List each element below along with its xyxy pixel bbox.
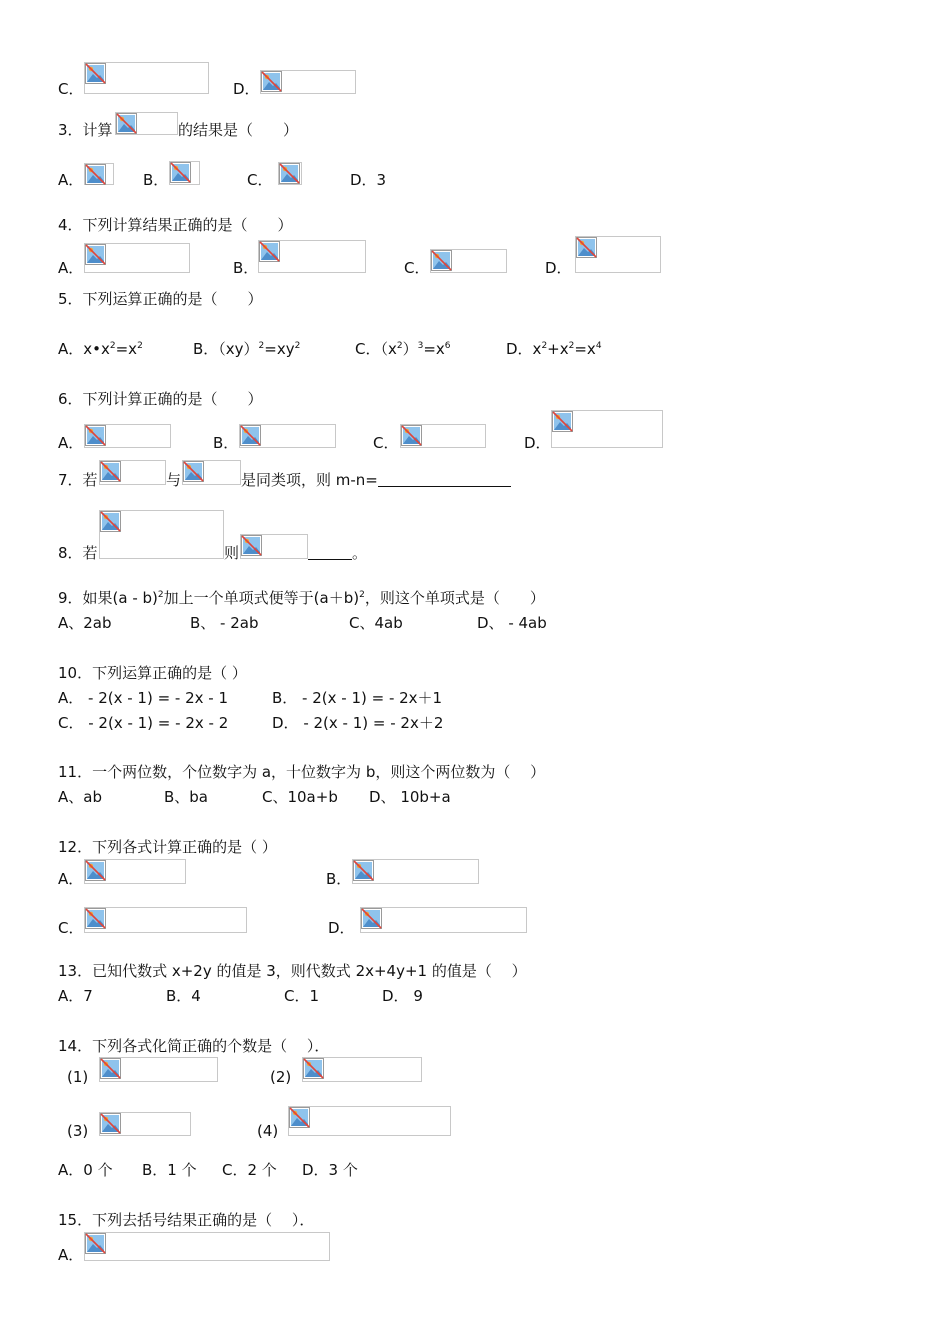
q6-stem: 6．下列计算正确的是（ ） [58, 390, 263, 408]
q14-part-2-image [302, 1057, 422, 1082]
q3-option-a: A． [58, 171, 84, 189]
q14-option-d: D．3 个 [302, 1161, 358, 1179]
q14-part-4-image [288, 1106, 451, 1136]
q8-mid: 则 [224, 544, 240, 562]
q14-part-3: (3) [67, 1122, 89, 1140]
q2-option-c-image [84, 62, 209, 94]
q4-option-d-image [575, 236, 661, 273]
q14-part-1-image [99, 1057, 218, 1082]
q3-option-d: D．3 [350, 171, 387, 189]
q6-option-c: C． [373, 434, 399, 452]
q2-option-d-image [260, 70, 356, 94]
q5-stem: 5．下列运算正确的是（ ） [58, 290, 263, 308]
q9-option-c: C、4ab [349, 614, 403, 632]
q5-option-d: D．$x^2+x^2=x^4$ [506, 340, 602, 358]
q15-stem: 15．下列去括号结果正确的是（ ）． [58, 1211, 315, 1229]
q12-option-c: C． [58, 919, 84, 937]
q13-stem: 13．已知代数式 x+2y 的值是 3，则代数式 2x+4y+1 的值是（ ） [58, 962, 527, 980]
q9-stem: 9．如果(a - b)$^2$加上一个单项式便等于$(a+b)^2$，则这个单项式是（ ） [58, 589, 545, 607]
q14-part-4: (4) [257, 1122, 279, 1140]
q6-option-d-image [551, 410, 663, 448]
q15-option-a: A． [58, 1246, 84, 1264]
q11-option-c: C、10a+b [262, 788, 338, 806]
q10-option-d: D． - 2(x - 1) = - 2x＋2 [272, 714, 444, 732]
q7-post: 是同类项，则 m-n= [241, 471, 511, 489]
q14-part-3-image [99, 1112, 191, 1136]
q14-part-2: (2) [270, 1068, 292, 1086]
q9-option-b: B、 - 2ab [190, 614, 259, 632]
q7-pre: 7．若 [58, 471, 98, 489]
q4-option-a-image [84, 243, 190, 273]
q4-option-b-image [258, 240, 366, 273]
q14-part-1: (1) [67, 1068, 89, 1086]
q14-option-b: B．1 个 [142, 1161, 197, 1179]
q4-option-c: C． [404, 259, 430, 277]
q13-option-d: D． 9 [382, 987, 423, 1005]
q14-stem: 14．下列各式化简正确的个数是（ ）． [58, 1037, 330, 1055]
q4-option-b: B． [233, 259, 259, 277]
q12-option-b: B． [326, 870, 352, 888]
q11-option-d: D、 10b+a [369, 788, 451, 806]
q3-option-c-image [278, 162, 302, 185]
q5-option-c: C．$(x^2)^3=x^6$ [355, 340, 451, 358]
q14-option-a: A．0 个 [58, 1161, 113, 1179]
q3-option-c: C． [247, 171, 273, 189]
q6-option-b-image [239, 424, 336, 448]
q6-option-c-image [400, 424, 486, 448]
q12-option-c-image [84, 907, 247, 933]
q5-option-a: A．$x•x^2=x^2$ [58, 340, 143, 358]
q7-image-1 [99, 460, 166, 485]
q12-stem: 12．下列各式计算正确的是（ ） [58, 838, 277, 856]
q3-stem-b: 的结果是（ ） [178, 121, 299, 139]
q5-option-b: B．$(xy)^2=xy^2$ [193, 340, 301, 358]
q13-option-c: C．1 [284, 987, 320, 1005]
q8-image-2 [240, 534, 308, 559]
q15-option-a-image [84, 1232, 330, 1261]
q4-option-a: A． [58, 259, 84, 277]
q2-option-d: D． [233, 80, 260, 98]
q3-stem-image [115, 112, 178, 135]
q10-stem: 10．下列运算正确的是（ ） [58, 664, 247, 682]
q3-option-b: B． [143, 171, 169, 189]
q12-option-d-image [360, 907, 527, 933]
q13-option-a: A．7 [58, 987, 93, 1005]
q12-option-b-image [352, 859, 479, 884]
q11-stem: 11．一个两位数，个位数字为 a，十位数字为 b，则这个两位数为（ ） [58, 763, 546, 781]
q8-image-1 [99, 510, 224, 559]
q8-post: 。 [308, 544, 367, 562]
q8-pre: 8．若 [58, 544, 98, 562]
q12-option-a-image [84, 859, 186, 884]
q3-option-a-image [84, 163, 114, 185]
q4-option-d: D． [545, 259, 572, 277]
q3-option-b-image [169, 161, 200, 185]
q10-option-b: B． - 2(x - 1) = - 2x＋1 [272, 689, 443, 707]
q9-option-a: A、2ab [58, 614, 112, 632]
q6-option-b: B． [213, 434, 239, 452]
q9-option-d: D、 - 4ab [477, 614, 547, 632]
q11-option-b: B、ba [164, 788, 209, 806]
q6-option-a-image [84, 424, 171, 448]
q11-option-a: A、ab [58, 788, 102, 806]
q3-stem-a: 3．计算 [58, 121, 113, 139]
q6-option-d: D． [524, 434, 551, 452]
q6-option-a: A． [58, 434, 84, 452]
q7-mid: 与 [166, 471, 182, 489]
q10-option-a: A． - 2(x - 1) = - 2x - 1 [58, 689, 229, 707]
q2-option-c: C． [58, 80, 84, 98]
q4-stem: 4．下列计算结果正确的是（ ） [58, 216, 293, 234]
q12-option-d: D． [328, 919, 355, 937]
q7-image-2 [182, 460, 241, 485]
q12-option-a: A． [58, 870, 84, 888]
q4-option-c-image [430, 249, 507, 273]
q14-option-c: C．2 个 [222, 1161, 277, 1179]
q13-option-b: B．4 [166, 987, 201, 1005]
q10-option-c: C． - 2(x - 1) = - 2x - 2 [58, 714, 229, 732]
